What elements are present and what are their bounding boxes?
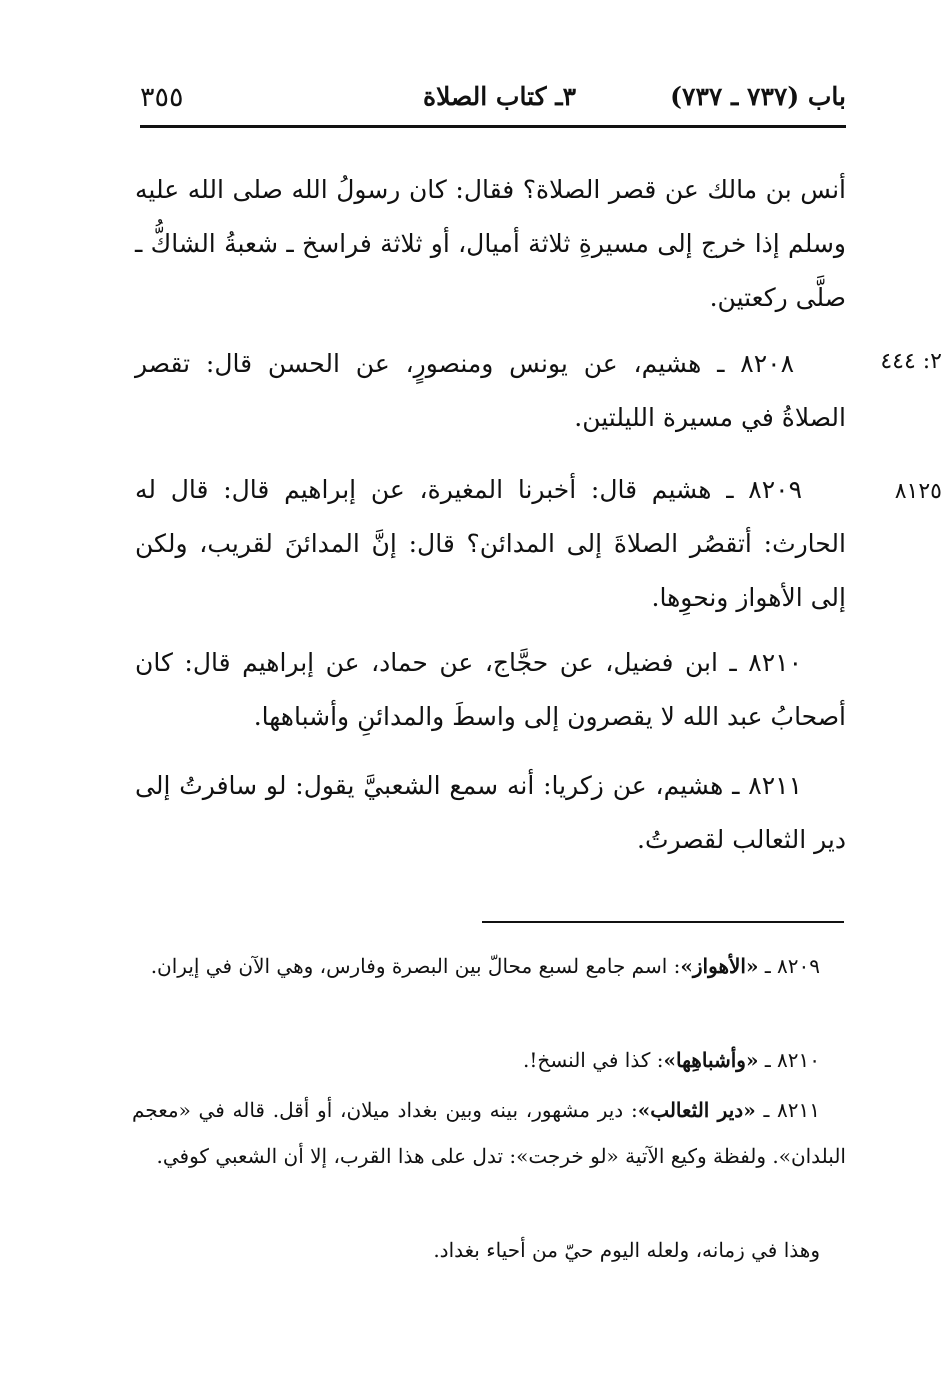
- footnote-number: ٨٢١١ ـ: [763, 1098, 820, 1122]
- margin-reference: ٨١٢٥: [894, 479, 942, 504]
- footnote-8209: [132, 943, 846, 989]
- footnote-term: «الأهواز»: [680, 954, 759, 978]
- hadith-8209: [135, 463, 846, 625]
- footnote-term: «وأشباهِها»: [663, 1048, 759, 1072]
- footnote-text: وهذا في زمانه، ولعله اليوم حيّ من أحياء بغداد.: [433, 1238, 820, 1262]
- footnote-number: ٨٢١٠ ـ: [764, 1048, 820, 1072]
- footnote-text: : اسم جامع لسبع محالّ بين البصرة وفارس، وهي الآن في إيران.: [150, 954, 681, 978]
- hadith-text: ـ هشيم، عن يونس ومنصورٍ، عن الحسن قال: تقصر الصلاةُ في مسيرة الليلتين.: [135, 349, 846, 432]
- footnote-8211: [132, 1087, 846, 1179]
- hadith-continuation: [135, 163, 846, 325]
- margin-reference: ٢: ٤٤٤: [880, 349, 942, 374]
- footnote-divider: [482, 921, 844, 923]
- page-header: [140, 82, 846, 122]
- book-title: ٣ـ كتاب الصلاة: [422, 82, 576, 111]
- hadith-8210: [135, 636, 846, 744]
- hadith-text: ـ ابن فضيل، عن حجَّاج، عن حماد، عن إبراهيم قال: كان أصحابُ عبد الله لا يقصرون إلى واسطَ والمدائنِ وأشباهها.: [135, 648, 846, 731]
- footnote-8211-continuation: [132, 1227, 846, 1273]
- hadith-text: ـ هشيم قال: أخبرنا المغيرة، عن إبراهيم قال: قال له الحارث: أتقصُر الصلاةَ إلى المدائن؟ قال: إنَّ المدائنَ لقريب، ولكن إلى الأهواز ونحوِها.: [135, 475, 846, 612]
- chapter-heading: باب (٧٣٧ ـ ٧٣٧): [670, 82, 846, 111]
- hadith-number: ٨٢١١: [748, 771, 803, 800]
- hadith-text: ـ هشيم، عن زكريا: أنه سمع الشعبيَّ يقول: لو سافرتُ إلى دير الثعالب لقصرتُ.: [135, 771, 846, 854]
- hadith-number: ٨٢٠٩: [748, 475, 802, 504]
- page-number: ٣٥٥: [140, 82, 184, 113]
- footnote-number: ٨٢٠٩ ـ: [764, 954, 820, 978]
- hadith-8211: [135, 759, 846, 867]
- hadith-8208: [135, 337, 846, 445]
- hadith-number: ٨٢١٠: [748, 648, 802, 677]
- footnote-text: : دير مشهور، بينه وبين بغداد ميلان، أو أقل. قاله في «معجم البلدان». ولفظة وكيع الآتية «لو خرجت»: تدل على هذا القرب، إلا أن الشعبي كوفي.: [132, 1098, 846, 1168]
- header-divider: [140, 125, 846, 128]
- hadith-number: ٨٢٠٨: [740, 349, 795, 378]
- hadith-text: أنس بن مالك عن قصر الصلاة؟ فقال: كان رسولُ الله صلى الله عليه وسلم إذا خرج إلى مسيرةِ ثلاثة أميال، أو ثلاثة فراسخ ـ شعبةُ الشاكُّ ـ صلَّى ركعتين.: [135, 175, 846, 312]
- footnote-term: «دير الثعالب»: [637, 1098, 756, 1122]
- footnote-text: : كذا في النسخ!.: [523, 1048, 664, 1072]
- footnote-8210: [132, 1037, 846, 1083]
